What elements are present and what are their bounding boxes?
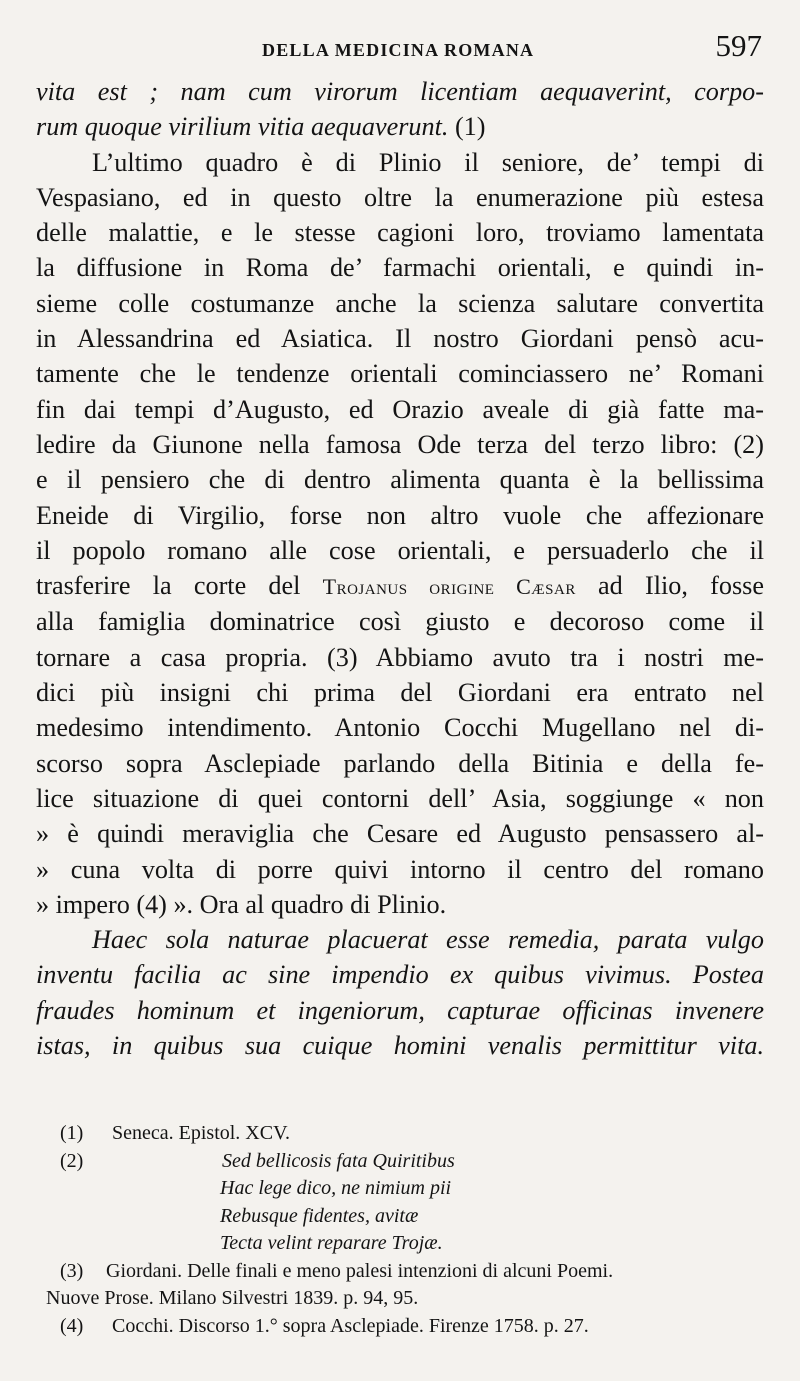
text-line: scorso sopra Asclepiade parlando della Bitinia e della fe- [36,748,764,778]
text-line: la diffusione in Roma de’ farmachi orientali, e quindi in- [36,253,764,283]
quote-line: fraudes hominum et ingeniorum, capturae officinas invenere [36,995,764,1025]
text-line: » è quindi meraviglia che Cesare ed Augusto pensassero al- [36,819,764,849]
footnote-4 [46,1313,776,1341]
text-line: medesimo intendimento. Antonio Cocchi Mugellano nel di- [36,713,764,743]
footnotes [46,1120,776,1340]
footnote-marker: (4) [60,1314,84,1337]
quote-line: Haec sola naturae placuerat esse remedia, parata vulgo [92,925,764,955]
quote-line: istas, in quibus sua cuique homini venalis permittitur vita. [36,1031,764,1061]
text-line: vita est ; nam cum virorum licentiam aequaverint, corpo- [36,77,764,106]
footnote-2 [46,1148,776,1176]
footnote-marker: (2) [60,1149,84,1172]
text-line: Eneide di Virgilio, forse non altro vuole che affezionare [36,500,764,530]
small-caps-quote: Trojanus origine Cæsar [322,574,576,600]
text-line: tamente che le tendenze orientali cominciassero ne’ Romani [36,359,764,389]
text-line: sieme colle costumanze anche la scienza salutare convertita [36,288,764,318]
verse-line: Hac lege dico, ne nimium pii [220,1177,452,1199]
text-line: lice situazione di quei contorni dell’ Asia, soggiunge « non [36,783,764,813]
text-line: » cuna volta di porre quivi intorno il centro del romano [36,854,764,884]
body-text [36,74,764,1063]
latin-fragment: rum quoque virilium vitia aequaverunt. [36,112,449,142]
verse-line: Sed bellicosis fata Quiritibus [222,1149,455,1172]
text-line: in Alessandrina ed Asiatica. Il nostro Giordani pensò acu- [36,324,764,354]
text-segment: ad Ilio, fosse [575,571,764,601]
quote-line: inventu facilia ac sine impendio ex quibus vivimus. Postea [36,960,764,990]
text-line: » impero (4) ». Ora al quadro di Plinio. [36,889,447,919]
text-segment: trasferire la corte del [36,571,323,601]
text-line: Vespasiano, ed in questo oltre la enumerazione più estesa [36,182,764,212]
text-line [36,568,764,604]
text-line: fin dai tempi d’Augusto, ed Orazio aveale di già fatte ma- [36,394,764,424]
running-head [30,28,770,68]
footnote-1 [46,1120,776,1148]
footnote-marker: (3) [60,1259,84,1282]
page-number: 597 [715,28,762,63]
running-title: DELLA MEDICINA ROMANA [262,40,535,60]
footnote-text: Seneca. Epistol. XCV. [112,1122,290,1144]
text-line: alla famiglia dominatrice così giusto e decoroso come il [36,607,764,637]
footnote-text: Cocchi. Discorso 1.° sopra Asclepiade. Firenze 1758. p. 27. [112,1314,589,1337]
footnote-3 [46,1258,776,1286]
text-line: dici più insigni chi prima del Giordani era entrato nel [36,678,764,708]
text-line: tornare a casa propria. (3) Abbiamo avuto tra i nostri me- [36,642,764,672]
footnote-marker: (1) [60,1122,84,1144]
verse-line: Rebusque fidentes, avitæ [220,1204,419,1227]
text-line: e il pensiero che di dentro alimenta quanta è la bellissima [36,465,764,495]
text-line: rum quoque virilium vitia aequaverunt. (1) [36,112,486,142]
footnote-text: Giordani. Delle finali e meno palesi intenzioni di alcuni Poemi. [106,1259,614,1282]
text-line: L’ultimo quadro è di Plinio il seniore, de’ tempi di [92,147,764,177]
text-line: il popolo romano alle cose orientali, e persuaderlo che il [36,535,764,565]
text-line: ledire da Giunone nella famosa Ode terza del terzo libro: (2) [36,429,764,459]
text-line: delle malattie, e le stesse cagioni loro, troviamo lamentata [36,218,764,248]
verse-line: Tecta velint reparare Trojæ. [220,1232,443,1254]
footnote-continuation: Nuove Prose. Milano Silvestri 1839. p. 94, 95. [46,1287,419,1309]
